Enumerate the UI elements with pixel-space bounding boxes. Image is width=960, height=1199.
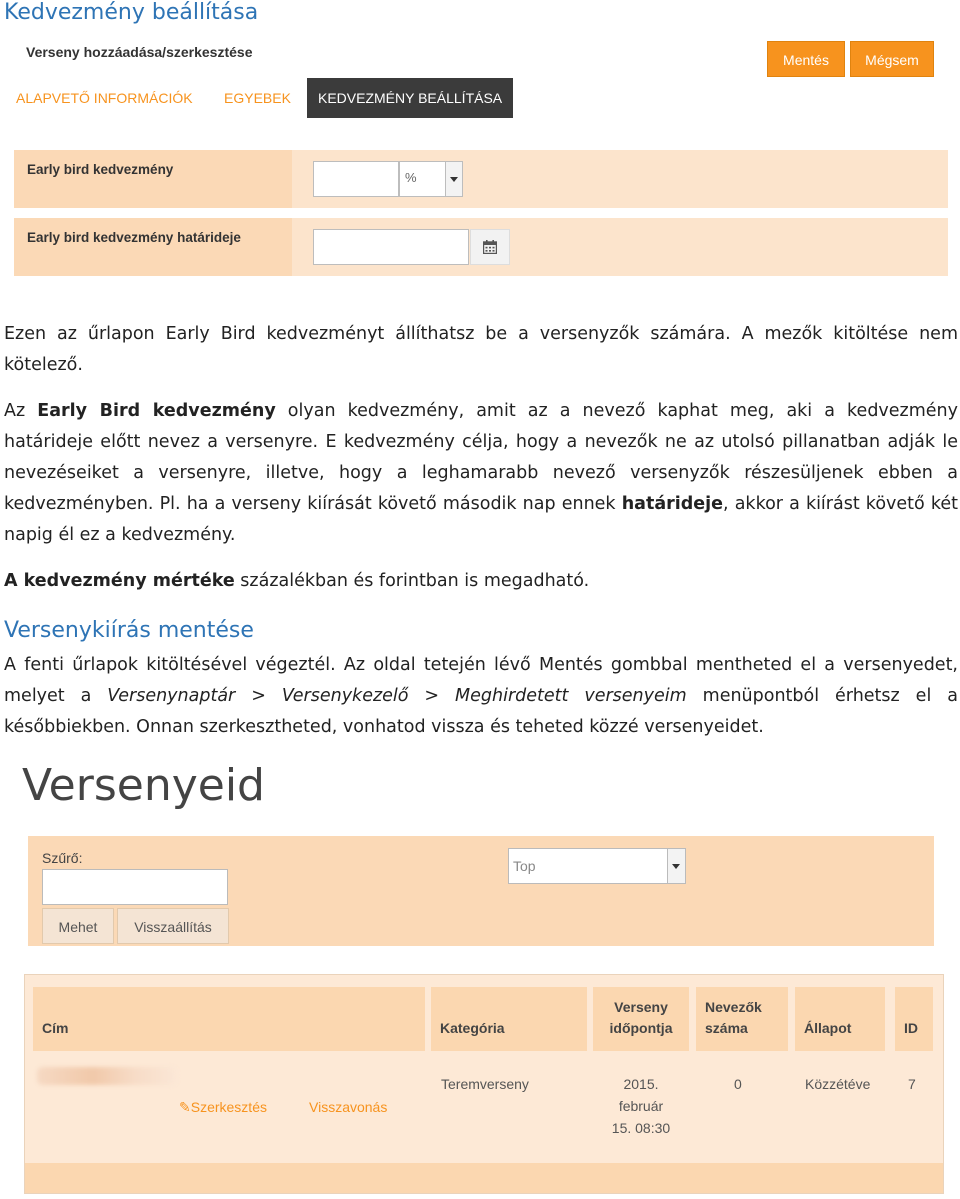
cancel-button[interactable]: Mégsem: [850, 41, 934, 77]
sort-select-value: Top: [513, 858, 536, 874]
col-header-entrants-line1: Nevezők: [705, 999, 762, 1015]
p4-menu-path: Versenynaptár > Versenykezelő > Meghirdetett versenyeim: [107, 686, 687, 706]
p3-bold: A kedvezmény mértéke: [4, 571, 235, 591]
filter-label: Szűrő:: [42, 850, 83, 866]
col-header-status[interactable]: Állapot: [795, 987, 885, 1051]
p4-text-a: A fenti űrlapok kitöltésével végeztél. Az oldal tetején lévő Mentés gombbal mentheted el a versenyedet, melyet a: [4, 655, 958, 706]
cell-status: Közzétéve: [805, 1076, 871, 1092]
deadline-row: [14, 218, 948, 276]
deadline-label: Early bird kedvezmény határideje: [14, 218, 292, 276]
cell-date: [593, 1073, 689, 1139]
p3-text: százalékban és forintban is megadható.: [234, 571, 590, 591]
chevron-down-icon: [445, 162, 462, 196]
discount-row: [14, 150, 948, 208]
paragraph-discount-amount: [4, 566, 958, 597]
cell-id: 7: [908, 1076, 916, 1092]
list-title: Versenyeid: [22, 760, 265, 811]
discount-input[interactable]: [313, 161, 399, 197]
section-heading-discount: Kedvezmény beállítása: [4, 0, 259, 25]
edit-link[interactable]: [179, 1099, 267, 1116]
list-screenshot: [18, 760, 946, 1196]
col-header-entrants-line2: száma: [705, 1020, 748, 1036]
col-header-date[interactable]: [593, 987, 689, 1051]
col-header-id[interactable]: ID: [895, 987, 933, 1051]
save-button[interactable]: Mentés: [767, 41, 845, 77]
pencil-icon: ✎: [179, 1099, 191, 1115]
p2-text-c: olyan kedvezmény, amit az a nevező kaphat meg, aki a kedvezmény határideje előtt nevez a versenyre. E kedvezmény célja, hogy a nevezők ne az utolsó pillanatban adják le nevezéseiket a versenyre, illetve, hogy a leghamarabb nevező versenyzők részesüljenek ebben a kedvezményben. Pl. ha a verseny kiírását követő második nap ennek: [4, 401, 958, 514]
discount-label: Early bird kedvezmény: [14, 150, 292, 208]
cell-entrants: 0: [734, 1076, 742, 1092]
go-button[interactable]: Mehet: [42, 908, 114, 944]
paragraph-save: [4, 650, 958, 743]
sort-select[interactable]: [508, 848, 686, 884]
col-header-date-line2: időpontja: [609, 1020, 673, 1036]
form-screenshot: [4, 34, 956, 286]
cell-date-line1: 2015.: [623, 1076, 659, 1092]
chevron-down-icon: [667, 849, 685, 883]
edit-link-label: Szerkesztés: [190, 1099, 267, 1115]
withdraw-link[interactable]: Visszavonás: [309, 1099, 388, 1115]
col-header-entrants[interactable]: [696, 987, 788, 1051]
tab-basic-info[interactable]: ALAPVETŐ INFORMÁCIÓK: [16, 90, 193, 106]
form-title: Verseny hozzáadása/szerkesztése: [26, 44, 253, 60]
reset-button[interactable]: Visszaállítás: [117, 908, 229, 944]
table-footer-row: [25, 1163, 943, 1193]
section-heading-save: Versenykiírás mentése: [4, 618, 254, 643]
paragraph-intro: Ezen az űrlapon Early Bird kedvezményt állíthatsz be a versenyzők számára. A mezők kitöltése nem kötelező.: [4, 324, 958, 375]
cell-date-line2: február: [618, 1098, 664, 1114]
calendar-icon[interactable]: [470, 229, 510, 265]
p2-bold-deadline: határideje: [621, 494, 724, 514]
col-header-category[interactable]: Kategória: [431, 987, 587, 1051]
competitions-table: [24, 974, 944, 1194]
competition-title-redacted: [37, 1067, 177, 1085]
p2-text-a: Az: [4, 401, 38, 421]
filter-input[interactable]: [42, 869, 228, 905]
tab-other[interactable]: EGYEBEK: [224, 90, 291, 106]
discount-unit-value: %: [405, 170, 417, 185]
paragraph-early-bird: [4, 396, 958, 551]
p2-bold-early-bird: Early Bird kedvezmény: [37, 401, 276, 421]
p2-text-e: , akkor a kiírást követő két napig él ez a kedvezmény.: [4, 494, 958, 545]
col-header-date-line1: Verseny: [614, 999, 668, 1015]
tab-discount-settings[interactable]: KEDVEZMÉNY BEÁLLÍTÁSA: [307, 78, 513, 118]
cell-category: Teremverseny: [441, 1076, 529, 1092]
deadline-input[interactable]: [313, 229, 469, 265]
cell-date-line3: 15. 08:30: [611, 1120, 671, 1136]
filter-panel: [28, 836, 934, 946]
col-header-title[interactable]: Cím: [33, 987, 425, 1051]
p4-text-c: menüpontból érhetsz el a későbbiekben. Onnan szerkesztheted, vonhatod vissza és teheted közzé versenyeidet.: [4, 686, 958, 737]
discount-unit-select[interactable]: [399, 161, 463, 197]
